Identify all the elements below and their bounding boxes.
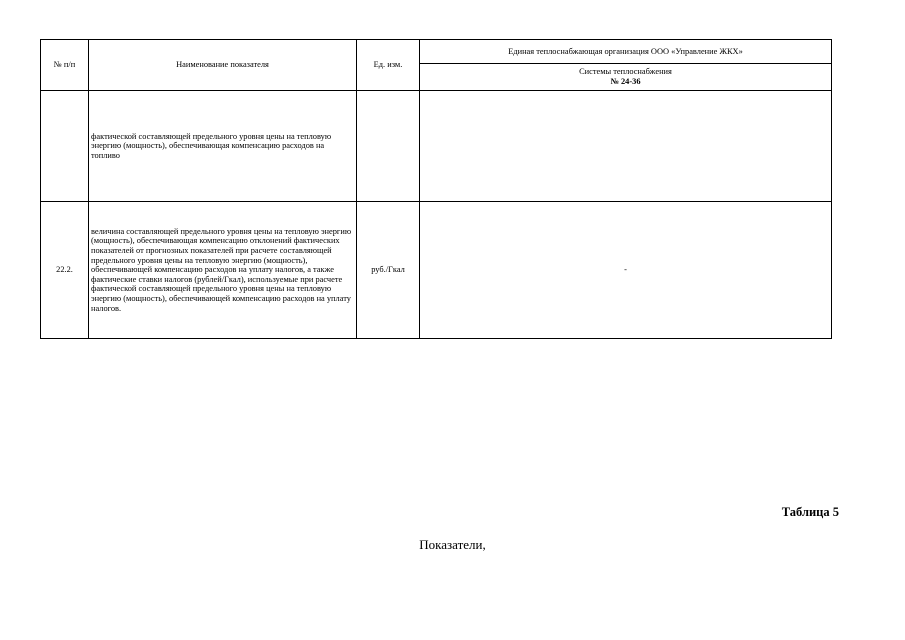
row-name: фактической составляющей предельного уровня цены на тепловую энергию (мощность), обеспечивающая компенсацию расходов на топливо — [89, 91, 357, 202]
indicators-table — [40, 39, 832, 339]
header-row-1 — [41, 40, 832, 64]
header-name: Наименование показателя — [89, 40, 357, 91]
row-num: 22.2. — [41, 202, 89, 339]
header-org: Единая теплоснабжающая организация ООО «Управление ЖКХ» — [420, 40, 832, 64]
row-value — [420, 91, 832, 202]
row-value: - — [420, 202, 832, 339]
row-num — [41, 91, 89, 202]
header-systems-label: Системы теплоснабжения — [579, 67, 672, 77]
header-unit: Ед. изм. — [357, 40, 420, 91]
header-num: № п/п — [41, 40, 89, 91]
header-systems-no: № 24-36 — [610, 77, 641, 86]
header-systems — [420, 64, 832, 91]
section-subtitle: Показатели, — [419, 537, 486, 552]
row-unit — [357, 91, 420, 202]
table-row — [41, 202, 832, 339]
table-row — [41, 91, 832, 202]
row-name: величина составляющей предельного уровня цены на тепловую энергию (мощность), обеспечивающая компенсацию отклонений фактических показателей от прогнозных показателей при расчете составляющей предельного уровня цены на тепловую энергию (мощность), обеспечивающей компенсацию расходов на уплату налогов, а также фактические ставки налогов (рублей/Гкал), используемые при расчете фактической составляющей предельного уровня цены на тепловую энергию (мощность), обеспечивающей компенсацию расходов на уплату налогов. — [89, 202, 357, 339]
row-unit: руб./Гкал — [357, 202, 420, 339]
table-number-label: Таблица 5 — [781, 505, 839, 519]
